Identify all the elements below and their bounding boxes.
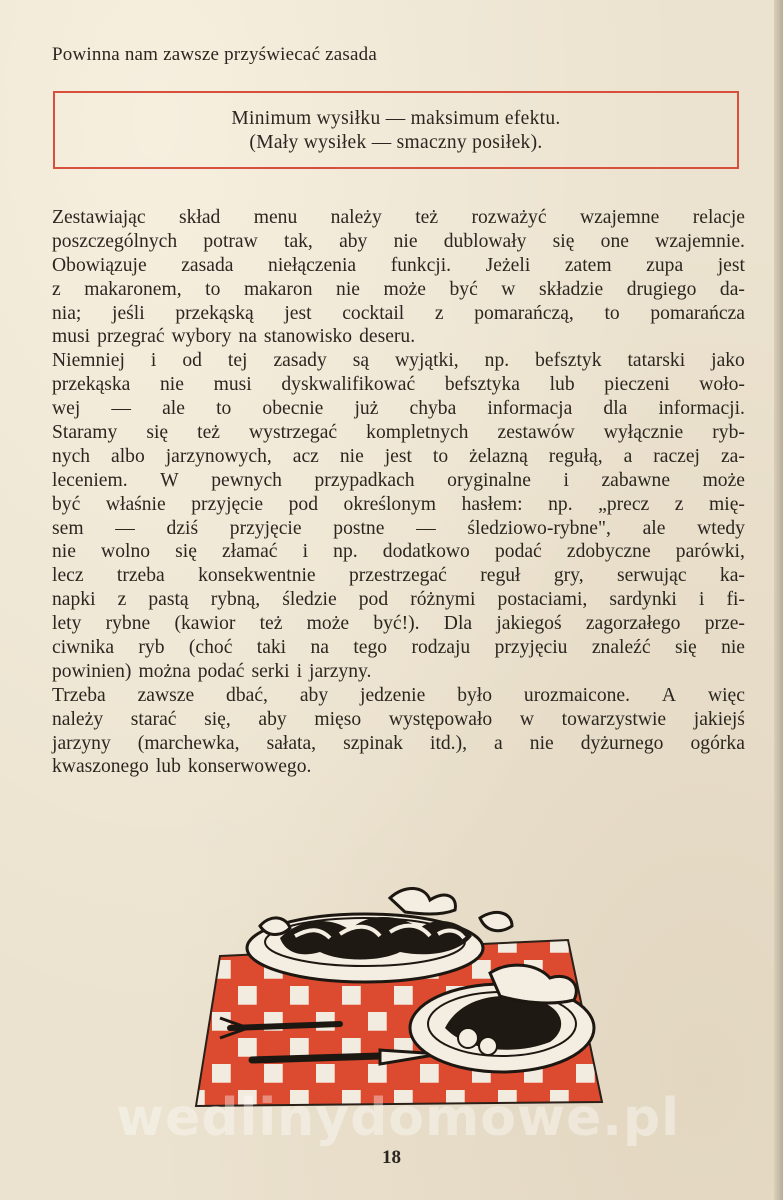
word: właśnie [105,493,166,515]
word: napki [52,589,96,611]
word: wolno [101,541,151,563]
word: przegrać [97,326,165,348]
word: jako [711,350,745,372]
tablecloth-check [238,986,257,1005]
text-line [52,612,745,636]
intro-sentence: Powinna nam zawsze przyświecać zasada [52,44,377,65]
word: zatem [564,254,612,276]
text-line [52,302,745,326]
word: już [354,398,379,420]
word: gry, [553,565,584,587]
word: się, [204,708,231,730]
word: — [416,517,436,539]
word: starać [130,708,177,730]
word: niełączenia [268,254,357,276]
word: to [216,398,232,420]
word: podać [197,660,245,682]
word: wybory [171,326,232,348]
word: skład [178,207,221,228]
word: się [552,230,575,252]
word: relacje [692,207,745,228]
tablecloth-check [602,1038,610,1057]
word: rodzaju [411,637,471,659]
word: albo [111,445,145,467]
word: śledzie [282,589,337,611]
word: nia; [52,302,82,324]
word: — [111,398,131,420]
word: dbać, [226,684,268,706]
tablecloth-check [190,986,205,1005]
word: śledziowo-rybne", [467,517,611,539]
word: Dla [443,613,473,635]
word: składzie [538,278,604,300]
word: (marchewka, [137,732,240,754]
word: makaron [243,278,313,300]
word: nie [721,637,745,659]
tablecloth-check [576,960,595,979]
word: jarzyny [52,732,111,754]
word: (choć [188,637,233,659]
word: wzajemne [579,207,660,228]
word: przestrzegać [348,565,447,587]
text-line [52,445,745,469]
tablecloth-check [420,1064,439,1083]
word: konserwowego. [187,756,312,778]
word: z [434,302,444,324]
tablecloth-check [190,934,205,953]
word: towarzystwie [561,708,667,730]
word: pomarańcza [650,302,745,324]
word: nie [339,445,364,467]
word: to [432,445,449,467]
word: A [661,684,677,706]
word: tak, [284,230,313,252]
word: menu [253,207,298,228]
tablecloth-check [290,986,309,1005]
word: lub [155,756,181,778]
word: chyba [409,398,457,420]
word: jedzenie [360,684,426,706]
tablecloth-check [238,1038,257,1057]
motto-line-2: (Mały wysiłek — smaczny posiłek). [249,132,543,153]
text-line [52,660,745,684]
word: na [310,637,329,659]
word: postne [333,517,385,539]
word: befsztyk [535,350,602,372]
text-line [52,206,745,230]
word: sałata, [266,732,317,754]
word: wej [52,398,81,420]
word: z [117,589,127,611]
word: przyjęcie [191,493,264,515]
text-line [52,708,745,732]
word: może [383,278,426,300]
word: należy [330,207,382,228]
text-line [52,254,745,278]
tablecloth-check [212,1064,231,1083]
word: potraw [203,230,258,252]
word: wzajemnie. [655,230,745,252]
word: przyjęciu [494,637,568,659]
word: też [259,613,283,635]
motto-box [53,91,739,169]
word: kompletnych [366,422,469,444]
word: Staramy [52,422,118,444]
word: szpinak [343,732,403,754]
word: makaronem, [84,278,182,300]
word: od [182,350,202,372]
word: lub [549,374,575,396]
word: dziś [166,517,199,539]
word: pomarańczą, [474,302,574,324]
word: tatarski [627,350,686,372]
word: być [449,278,478,300]
word: nie [529,732,554,754]
word: się [175,541,197,563]
text-line [52,588,745,612]
word: wtedy [697,517,745,539]
text-line [52,373,745,397]
word: i [150,350,157,372]
word: Obowiązuje [52,254,147,276]
word: określonym [343,493,437,515]
word: zasada [181,254,234,276]
word: zupa [646,254,684,276]
word: dyskwalifikować [281,374,416,396]
word: należy [52,708,104,730]
word: dublowały [443,230,527,252]
word: pod [358,589,389,611]
word: ale [642,517,666,539]
tablecloth-check [602,986,610,1005]
word: musi [52,326,91,348]
word: złamać [222,541,278,563]
word: za- [720,445,745,467]
text-line [52,755,745,779]
word: w [519,708,535,730]
word: np. [548,493,573,515]
word: zabawne [601,469,671,491]
word: dla [603,398,628,420]
word: parówki, [675,541,745,563]
word: musi [213,374,252,396]
word: urozmaicone. [523,684,631,706]
word: można [138,660,191,682]
word: wyłącznie [603,422,684,444]
word: występowało [388,708,493,730]
word: serki [251,660,290,682]
word: lety [52,613,82,635]
word: z [52,278,61,300]
word: więc [707,684,745,706]
word: jarzyny. [309,660,372,682]
text-line [52,636,745,660]
word: np. [484,350,510,372]
word: drugiego [626,278,697,300]
page-number: 18 [382,1147,401,1168]
word: to [205,278,221,300]
word: być!). [373,613,420,635]
word: tego [353,637,388,659]
word: pieczeni [604,374,670,396]
tablecloth-check [264,1064,283,1083]
word: się [674,637,697,659]
word: zawsze [137,684,195,706]
word: nych [52,445,91,467]
word: się [146,422,169,444]
text-line [52,469,745,493]
word: woło- [699,374,745,396]
word: a [623,445,633,467]
word: w [501,278,516,300]
word: przypadkach [314,469,415,491]
word: prze- [704,613,745,635]
word: „precz [598,493,650,515]
word: być [52,493,81,515]
word: poszczególnych [52,230,178,252]
word: kwaszonego [52,756,149,778]
tablecloth-check [550,934,569,953]
page-edge [774,0,783,1200]
word: itd.), [430,732,468,754]
word: raczej [653,445,701,467]
word: Zestawiając [52,207,146,228]
word: one [600,230,629,252]
word: (kawior [174,613,236,635]
tablecloth-check [394,986,413,1005]
word: deseru. [359,326,416,348]
word: — [115,517,135,539]
tablecloth-check [602,934,610,953]
word: zasady [273,350,327,372]
word: nie [159,374,184,396]
word: zdobyczne [566,541,651,563]
word: Niemniej [52,350,125,372]
word: np. [333,541,358,563]
word: taki [256,637,287,659]
word: są [352,350,370,372]
word: na [238,326,257,348]
word: pewnych [211,469,282,491]
word: wystrzegać [249,422,338,444]
word: oryginalne [447,469,531,491]
word: W [160,469,179,491]
word: ka- [719,565,745,587]
word: żelazną [469,445,528,467]
tablecloth-check [368,1012,387,1031]
word: zestawów [497,422,575,444]
text-line [52,397,745,421]
word: pastą [148,589,189,611]
word: sardynki [609,589,677,611]
word: da- [719,278,745,300]
word: tej [227,350,248,372]
word: mię- [709,493,745,515]
word: pod [288,493,318,515]
word: też [197,422,220,444]
word: ciwnika [52,637,115,659]
word: jest [384,445,412,467]
word: stanowisko [263,326,353,348]
word: przyjęcie [229,517,302,539]
word: funkcji. [390,254,452,276]
word: fi- [726,589,745,611]
tablecloth-check [190,1038,205,1057]
word: informacji. [658,398,745,420]
word: jest [717,254,745,276]
text-line [52,684,745,708]
text-line [52,421,745,445]
text-line [52,325,745,349]
text-line [52,349,745,373]
word: jeśli [112,302,145,324]
word: ryb [138,637,165,659]
word: jakiejś [693,708,745,730]
watermark: wedlinydomowe.pl [115,1088,681,1148]
word: regułą, [548,445,603,467]
word: cocktail [342,302,405,324]
word: było [457,684,493,706]
word: ryb- [712,422,745,444]
word: Trzeba [52,684,106,706]
word: informacja [487,398,573,420]
motto-line-1: Minimum wysiłku — maksimum efektu. [231,108,561,129]
text-line [52,517,745,541]
word: i [563,469,569,491]
word: aby [258,708,287,730]
word: wyjątki, [395,350,459,372]
word: dyżurnego [580,732,664,754]
word: i [296,660,303,682]
word: reguł [480,565,521,587]
word: ogórka [690,732,745,754]
word: i [698,589,705,611]
word: nie [336,278,360,300]
word: przekąska [52,374,131,396]
tablecloth-check [290,1038,309,1057]
tablecloth-check [368,1064,387,1083]
word: trzeba [116,565,165,587]
tablecloth-check [576,1064,595,1083]
word: lecz [52,565,84,587]
tablecloth-check [212,960,231,979]
word: postaciami, [497,589,588,611]
word: znaleźć [591,637,651,659]
tablecloth-check [342,986,361,1005]
word: też [415,207,439,228]
word: to [604,302,620,324]
word: konsekwentnie [198,565,316,587]
word: i [302,541,309,563]
text-line [52,493,745,517]
body-text [52,206,745,779]
word: może [306,613,350,635]
word: powinien) [52,660,132,682]
word: rozważyć [471,207,547,228]
text-line [52,540,745,564]
text-line [52,564,745,588]
word: acz [292,445,319,467]
word: a [494,732,503,754]
tablecloth-check [316,1064,335,1083]
text-line [52,732,745,756]
checkered-tablecloth-with-plates-icon [190,878,610,1114]
word: rybną, [210,589,261,611]
text-line [52,278,745,302]
word: aby [339,230,368,252]
word: dodatkowo [382,541,470,563]
word: serwując [616,565,687,587]
word: jarzynowych, [165,445,272,467]
word: może [702,469,745,491]
word: nie [52,541,76,563]
tablecloth-check [472,960,491,979]
word: hasłem: [461,493,523,515]
text-line [52,230,745,254]
word: obecnie [262,398,324,420]
word: leceniem. [52,469,128,491]
word: rybne [105,613,151,635]
word: aby [299,684,329,706]
word: nie [393,230,418,252]
word: sem [52,517,84,539]
word: przekąską [175,302,254,324]
word: z [674,493,684,515]
word: befsztyka [444,374,520,396]
word: różnymi [410,589,476,611]
word: zagorzałego [585,613,681,635]
word: jest [284,302,312,324]
word: Jeżeli [485,254,531,276]
word: mięso [314,708,362,730]
word: ale [162,398,185,420]
word: podać [494,541,542,563]
word: jakiegoś [496,613,562,635]
